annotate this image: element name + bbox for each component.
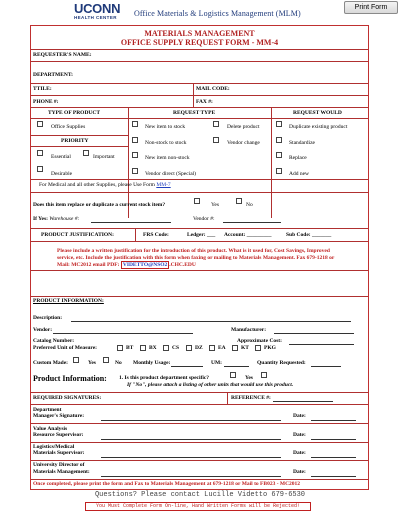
col-type-of-product: TYPE OF PRODUCT: [48, 110, 101, 116]
custom-made-no-label: No: [115, 360, 122, 366]
important-label: Important: [93, 154, 115, 160]
department-label: DEPARTMENT:: [33, 72, 73, 78]
sig3-date-label: Date:: [293, 450, 306, 456]
sub-code-label: Sub Code: _______: [286, 232, 332, 238]
vendor-direct-checkbox[interactable]: [132, 168, 138, 174]
form-title-line2: OFFICE SUPPLY REQUEST FORM - MM-4: [120, 38, 279, 47]
uom-ea-checkbox[interactable]: [209, 345, 215, 351]
duplicate-existing-checkbox[interactable]: [276, 121, 282, 127]
uom-pkg-label: PKG: [264, 345, 276, 351]
custom-made-yes-checkbox[interactable]: [73, 357, 79, 363]
department-specific-note: If "No", please attach a listing of other units that would use this product.: [127, 382, 294, 388]
col-request-type: REQUEST TYPE: [173, 110, 216, 116]
medical-note: For Medical and all other Supplies, please Use Form MM-7: [39, 182, 171, 188]
uom-bx-checkbox[interactable]: [140, 345, 146, 351]
request-form: [30, 25, 369, 490]
vendor-change-label: Vendor change: [227, 140, 260, 146]
uom-cs-checkbox[interactable]: [163, 345, 169, 351]
replace-yes-checkbox[interactable]: [194, 198, 200, 204]
essential-label: Essential: [51, 154, 71, 160]
dept-specific-no-checkbox[interactable]: [261, 372, 267, 378]
dept-specific-yes-checkbox[interactable]: [230, 372, 236, 378]
logo-main: UCONN: [74, 1, 121, 16]
add-new-label: Add new: [289, 171, 310, 177]
desirable-checkbox[interactable]: [37, 166, 43, 172]
uom-ea-label: EA: [218, 345, 226, 351]
uom-kt-label: KT: [241, 345, 249, 351]
product-justification-label: PRODUCT JUSTIFICATION:: [41, 232, 114, 238]
replace-no-label: No: [246, 202, 253, 208]
form-title-line1: MATERIALS MANAGEMENT: [144, 29, 255, 38]
uom-pkg-checkbox[interactable]: [255, 345, 261, 351]
sig1-line2: Manager's Signature:: [33, 413, 85, 419]
approximate-cost-label: Approximate Cost:: [237, 338, 282, 344]
replace-yes-label: Yes: [211, 202, 220, 208]
product-information-label: PRODUCT INFORMATION:: [33, 298, 104, 304]
delete-product-label: Delete product: [227, 124, 260, 130]
uconn-logo: [74, 2, 120, 20]
if-yes-label: If Yes: Warehouse #:: [33, 216, 80, 222]
important-checkbox[interactable]: [83, 150, 89, 156]
duplicate-existing-label: Duplicate existing product: [289, 124, 348, 130]
custom-made-no-checkbox[interactable]: [103, 357, 109, 363]
custom-made-yes-label: Yes: [88, 360, 96, 366]
uom-cs-label: CS: [172, 345, 180, 351]
standardize-label: Standardize: [289, 140, 315, 146]
uom-dz-label: DZ: [195, 345, 203, 351]
requester-label: REQUESTER'S NAME:: [33, 52, 92, 58]
desirable-label: Desirable: [51, 171, 73, 177]
phone-label: PHONE #:: [33, 99, 59, 105]
account-label: Account: _________: [224, 232, 272, 238]
catalog-number-label: Catalog Number:: [33, 338, 75, 344]
sig2-line2: Resource Supervisor:: [33, 432, 84, 438]
description-label: Description:: [33, 315, 63, 321]
required-signatures-label: REQUIRED SIGNATURES:: [33, 395, 102, 401]
frs-code-label: FRS Code:: [143, 232, 169, 238]
justification-note: Please include a written justification for the introduction of this product. What is it used for, Cost Savings, Improved service, etc. Include the justification with this form when faxing or mailing to Materials Management. Fax 679-1218 or Mail: MC2012 email PDF: VIDETTO@NSO2 .CHC.EDU: [57, 248, 335, 268]
questions-contact: Questions? Please contact Lucille Videtto 679-6530: [94, 491, 306, 499]
vendor-direct-label: Vendor direct (Special): [145, 171, 197, 177]
priority-label: PRIORITY: [61, 138, 89, 144]
mail-code-label: MAIL CODE:: [196, 86, 230, 92]
replace-no-checkbox[interactable]: [236, 198, 242, 204]
sig4-line1: University Director of: [33, 462, 85, 468]
new-item-stock-checkbox[interactable]: [132, 121, 138, 127]
replace-question: Does this item replace or duplicate a current stock item?: [33, 202, 166, 208]
replace-checkbox[interactable]: [276, 152, 282, 158]
bottom-instructions: Once completed, please print the form and Fax to Materials Management at 679-1218 or Mail to FB023 - MC2012: [33, 481, 301, 487]
print-form-button[interactable]: Print Form: [344, 1, 398, 14]
sig2-date-label: Date:: [293, 432, 306, 438]
vendor-number-label: Vendor #:: [193, 216, 215, 222]
sig4-line2: Materials Management:: [33, 469, 90, 475]
uom-bt-checkbox[interactable]: [117, 345, 123, 351]
uom-label: Preferred Unit of Measure:: [33, 345, 97, 351]
sig1-line1: Department: [33, 407, 62, 413]
dept-specific-yes-label: Yes: [245, 375, 253, 381]
email-link[interactable]: VIDETTO@NSO2: [122, 262, 168, 268]
manufacturer-label: Manufacturer:: [231, 327, 267, 333]
uom-bt-label: BT: [126, 345, 134, 351]
product-information-heading: Product Information:: [33, 374, 107, 383]
uom-kt-checkbox[interactable]: [232, 345, 238, 351]
new-item-stock-label: New item to stock: [145, 124, 186, 130]
replace-label: Replace: [289, 155, 307, 161]
online-warning: You Must Complete Form On-line, Hand Written Forms will be Rejected!: [85, 502, 311, 511]
uom-dz-checkbox[interactable]: [186, 345, 192, 351]
col-request-would: REQUEST WOULD: [293, 110, 342, 116]
title-label: TTILE:: [33, 86, 52, 92]
office-supplies-label: Office Supplies: [51, 124, 86, 130]
sig1-date-label: Date:: [293, 413, 306, 419]
department-specific-question: 1. Is this product department specific?: [119, 375, 210, 381]
um-label: UM:: [211, 360, 222, 366]
quantity-requested-label: Quantity Requested:: [257, 360, 306, 366]
vendor-label: Vendor:: [33, 327, 53, 333]
ledger-label: Ledger: ___: [187, 232, 216, 238]
delete-product-checkbox[interactable]: [213, 121, 219, 127]
fax-label: FAX #:: [196, 99, 213, 105]
mm7-link[interactable]: MM-7: [156, 182, 171, 188]
new-item-non-stock-label: New item non-stock: [145, 155, 190, 161]
sig3-line2: Materials Supervisor:: [33, 450, 85, 456]
logo-sub: HEALTH CENTER: [74, 15, 117, 20]
non-stock-to-stock-checkbox[interactable]: [132, 137, 138, 143]
office-supplies-checkbox[interactable]: [37, 121, 43, 127]
add-new-checkbox[interactable]: [276, 168, 282, 174]
vendor-change-checkbox[interactable]: [213, 137, 219, 143]
sig3-line1: Logistics/Medical: [33, 444, 75, 450]
new-item-non-stock-checkbox[interactable]: [132, 152, 138, 158]
custom-made-label: Custom Made:: [33, 360, 68, 366]
reference-number-label: REFERENCE #:: [231, 395, 271, 401]
sig2-line1: Value Analysis: [33, 426, 68, 432]
sig4-date-label: Date:: [293, 469, 306, 475]
page-header-title: Office Materials & Logistics Management (MLM): [134, 9, 301, 18]
monthly-usage-label: Monthly Usage:: [133, 360, 171, 366]
standardize-checkbox[interactable]: [276, 137, 282, 143]
essential-checkbox[interactable]: [37, 150, 43, 156]
non-stock-to-stock-label: Non-stock to stock: [145, 140, 187, 146]
uom-bx-label: BX: [149, 345, 157, 351]
